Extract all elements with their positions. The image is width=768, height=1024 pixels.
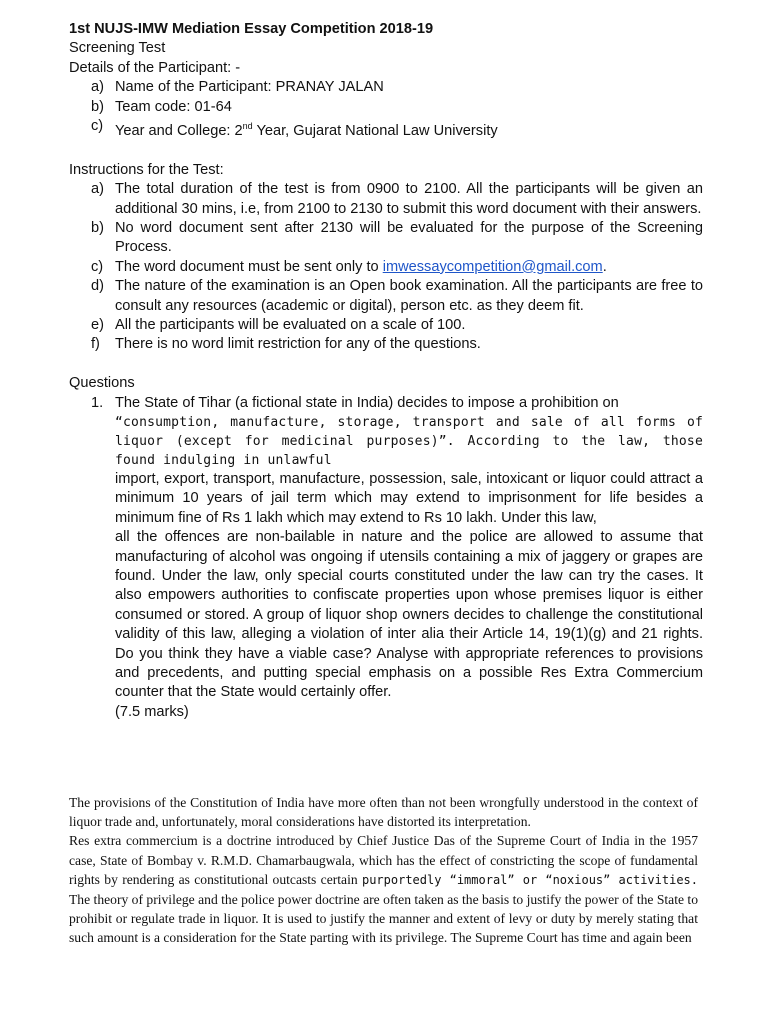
question-item	[69, 394, 703, 723]
instruction-text: No word document sent after 2130 will be evaluated for the purpose of the Screening Process.	[115, 219, 703, 256]
answer-text-end: The theory of privilege and the police power doctrine are often taken as the basis to justify the power of the State to prohibit or regulate trade in liquor. It is used to justify the manner and extent of levy or duty by merely stating that such amount is a consideration for the State parting with its privilege. The Supreme Court has time and again been	[69, 892, 698, 946]
list-marker: a)	[91, 181, 104, 198]
question-number: 1.	[91, 394, 104, 411]
instruction-text: All the participants will be evaluated on a scale of 100.	[115, 316, 466, 333]
instruction-item	[69, 316, 703, 335]
list-marker: c)	[91, 258, 104, 275]
instruction-text: The word document must be sent only to	[115, 258, 383, 275]
instructions-list	[69, 180, 703, 355]
participant-details-list	[69, 78, 703, 141]
answer-paragraph-1: The provisions of the Constitution of India have more often than not been wrongfully understood in the context of liquor trade and, unfortunately, moral considerations have distorted its interpretation.	[69, 795, 698, 830]
instruction-text: There is no word limit restriction for any of the questions.	[115, 336, 481, 353]
instruction-item	[69, 277, 703, 316]
answer-section	[69, 793, 698, 948]
participant-details-label: Details of the Participant: -	[69, 59, 241, 76]
test-header-section	[69, 20, 703, 722]
list-marker: d)	[91, 278, 104, 295]
questions-label: Questions	[69, 375, 135, 392]
questions-list	[69, 394, 703, 723]
instruction-text-end: .	[602, 258, 607, 275]
participant-name: Name of the Participant: PRANAY JALAN	[115, 79, 384, 96]
list-marker: b)	[91, 219, 104, 236]
document-subtitle: Screening Test	[69, 40, 166, 57]
answer-text-mono: purportedly “immoral” or “noxious” activities.	[361, 872, 698, 887]
year-college-item	[69, 117, 703, 141]
question-quoted-text: “consumption, manufacture, storage, transport and sale of all forms of liquor (except for medicinal purposes)”. According to the law, those found indulging in unlawful	[115, 414, 703, 468]
list-marker: f)	[91, 336, 100, 353]
team-code-item	[69, 98, 703, 117]
question-marks: (7.5 marks)	[115, 703, 189, 720]
participant-name-item	[69, 78, 703, 97]
ordinal-suffix: nd	[242, 121, 253, 132]
instruction-item	[69, 258, 703, 277]
question-body-part-1: import, export, transport, manufacture, possession, sale, intoxicant or liquor could attract a minimum 10 years of jail term which may extend to imprisonment for life besides a minimum fine of Rs 1 lakh which may extend to Rs 10 lakh. Under this law,	[115, 470, 703, 526]
list-marker: b)	[91, 98, 104, 115]
email-link[interactable]: imwessaycompetition@gmail.com	[382, 258, 603, 275]
list-marker: c)	[91, 118, 104, 135]
year-college-text: Year and College: 2	[115, 122, 243, 139]
list-marker: a)	[91, 79, 104, 96]
instruction-text: The total duration of the test is from 0900 to 2100. All the participants will be given an additional 30 mins, i.e, from 2100 to 2130 to submit this word document with their answers.	[115, 181, 703, 217]
year-college-text-end: Year, Gujarat National Law University	[252, 122, 498, 139]
instructions-label: Instructions for the Test:	[69, 161, 224, 178]
team-code: Team code: 01-64	[115, 98, 232, 115]
document-title: 1st NUJS-IMW Mediation Essay Competition 2018-19	[69, 21, 434, 37]
question-body-part-2: all the offences are non-bailable in nature and the police are allowed to assume that manufacturing of alcohol was ongoing if utensils containing a mix of jaggery or grapes are found. Under the law, only special courts constituted under the law can try the cases. It also empowers authorities to confiscate properties upon whose premises liquor is either consumed or stored. A group of liquor shop owners decides to challenge the constitutional validity of this law, alleging a violation of inter alia their Article 14, 19(1)(g) and 21 rights. Do you think they have a viable case? Analyse with appropriate references to provisions and precedents, and putting special emphasis on a possible Res Extra Commercium counter that the State would certainly offer.	[115, 529, 703, 701]
instruction-item	[69, 180, 703, 219]
question-lead: The State of Tihar (a fictional state in India) decides to impose a prohibition on	[115, 394, 619, 411]
list-marker: e)	[91, 316, 104, 333]
instruction-item	[69, 219, 703, 258]
answer-paragraph-2	[69, 831, 698, 947]
instruction-text: The nature of the examination is an Open book examination. All the participants are free to consult any resources (academic or digital), person etc. as they deem fit.	[115, 278, 703, 314]
instruction-item	[69, 335, 703, 354]
answer-text: Res extra commercium is a doctrine introduced by Chief Justice Das of the Supreme Court of India in the 1957 case, State of Bombay v. R.M.D. Chamarbaugwala, which has the effect of constricting the scope of fundamental rights by rendering as constitutional outcasts certain	[69, 833, 698, 887]
